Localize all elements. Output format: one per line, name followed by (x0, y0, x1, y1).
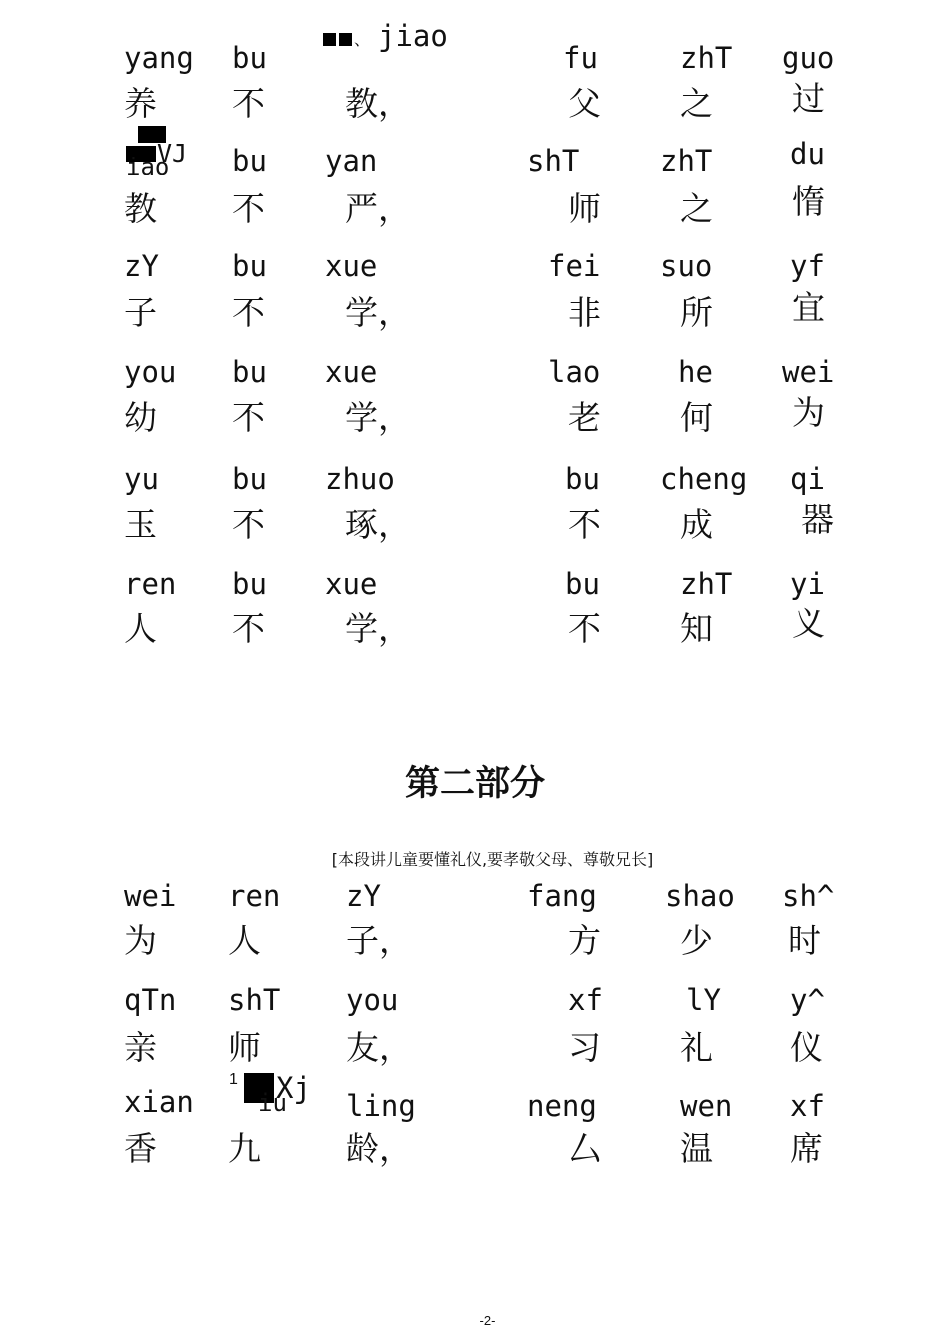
pinyin: sh^ (782, 879, 835, 913)
hanzi: 父 (568, 84, 601, 123)
hanzi: 学， (345, 609, 411, 648)
pinyin: iao (126, 157, 170, 175)
pinyin: bu (232, 567, 267, 601)
hanzi: 仪 (790, 1028, 823, 1067)
hanzi: 非 (568, 293, 601, 332)
hanzi: 龄， (346, 1129, 412, 1168)
hanzi: 为 (124, 921, 157, 960)
hanzi: 不 (232, 398, 265, 437)
pinyin: bu (232, 41, 267, 75)
hanzi: 方 (568, 921, 601, 960)
pinyin: you (124, 355, 177, 389)
pinyin: zhT (680, 41, 733, 75)
hanzi: 友， (346, 1028, 412, 1067)
pinyin: xf (790, 1089, 825, 1123)
pinyin: yf (790, 249, 825, 283)
hanzi: 学， (345, 293, 411, 332)
pinyin: xf (568, 983, 603, 1017)
hanzi: 不 (568, 505, 601, 544)
hanzi: 严， (345, 189, 411, 228)
pinyin: guo (782, 41, 835, 75)
hanzi: 不 (232, 505, 265, 544)
pinyin: he (678, 355, 713, 389)
pinyin: xue (325, 249, 378, 283)
pinyin: neng (527, 1089, 597, 1123)
hanzi: 子， (346, 921, 412, 960)
pinyin: wei (782, 355, 835, 389)
pinyin: ren (228, 879, 281, 913)
pinyin: zhT (680, 567, 733, 601)
pinyin: VJ (157, 139, 188, 168)
hanzi: 学， (345, 398, 411, 437)
hanzi: 人 (228, 921, 261, 960)
pinyin: bu (232, 355, 267, 389)
hanzi: 养 (124, 84, 157, 123)
hanzi: 之 (680, 189, 713, 228)
pinyin: yang (124, 41, 194, 75)
hanzi: 幼 (124, 398, 157, 437)
hanzi: 器 (801, 500, 834, 539)
pinyin: zY (124, 249, 159, 283)
hanzi: 之 (680, 84, 713, 123)
hanzi: 何 (680, 398, 713, 437)
hanzi: 玉 (124, 505, 157, 544)
hanzi: 教 (124, 189, 157, 228)
section-title: 第二部分 (404, 764, 545, 804)
hanzi: 厶 (568, 1129, 601, 1168)
pinyin: bu (232, 462, 267, 496)
pinyin: bu (232, 249, 267, 283)
pinyin: fang (527, 879, 597, 913)
pinyin: you (346, 983, 399, 1017)
hanzi: 不 (232, 609, 265, 648)
pinyin: lY (686, 983, 721, 1017)
pinyin: ren (124, 567, 177, 601)
pinyin: wen (680, 1089, 733, 1123)
pinyin: zhT (660, 144, 713, 178)
hanzi: 过 (792, 79, 825, 118)
pinyin: y^ (790, 983, 825, 1017)
hanzi: 九 (228, 1129, 261, 1168)
hanzi: 为 (792, 393, 825, 432)
hanzi: 习 (568, 1028, 601, 1067)
redaction-block (323, 33, 336, 46)
hanzi: 席 (790, 1129, 823, 1168)
pinyin: xue (325, 567, 378, 601)
pinyin: shT (527, 144, 580, 178)
pinyin: bu (565, 462, 600, 496)
hanzi: 子 (124, 293, 157, 332)
pinyin: cheng (660, 462, 748, 496)
hanzi: 不 (232, 189, 265, 228)
pinyin: qTn (124, 983, 177, 1017)
pinyin: qi (790, 462, 825, 496)
hanzi: 礼 (680, 1028, 713, 1067)
hanzi: 师 (228, 1028, 261, 1067)
pinyin: yan (325, 144, 378, 178)
pinyin: iu (258, 1092, 287, 1112)
hanzi: 亲 (124, 1028, 157, 1067)
pinyin: yu (124, 462, 159, 496)
pinyin: fu (563, 41, 598, 75)
superscript-mark: 1 (229, 1071, 238, 1088)
section-note: [本段讲儿童要懂礼仪,要孝敬父母、尊敬兄长] (331, 850, 654, 869)
hanzi: 不 (232, 84, 265, 123)
pinyin: shao (665, 879, 735, 913)
pinyin: wei (124, 879, 177, 913)
pinyin: Xj (276, 1071, 311, 1105)
pinyin: du (790, 137, 825, 171)
pinyin: yi (790, 567, 825, 601)
pinyin: bu (565, 567, 600, 601)
hanzi: 时 (788, 921, 821, 960)
hanzi: 宜 (792, 288, 825, 327)
pinyin: xian (124, 1085, 194, 1119)
pinyin: jiao (378, 19, 448, 53)
pinyin: ling (346, 1089, 416, 1123)
hanzi: 人 (124, 609, 157, 648)
hanzi: 不 (232, 293, 265, 332)
punctuation-mark: 、 (354, 32, 371, 49)
pinyin: zY (346, 879, 381, 913)
pinyin: lao (548, 355, 601, 389)
hanzi: 师 (568, 189, 601, 228)
hanzi: 成 (680, 505, 713, 544)
pinyin: bu (232, 144, 267, 178)
hanzi: 义 (792, 604, 825, 643)
page-number: -2- (479, 1313, 496, 1328)
pinyin: shT (228, 983, 281, 1017)
hanzi: 所 (680, 293, 713, 332)
pinyin: xue (325, 355, 378, 389)
pinyin: fei (548, 249, 601, 283)
hanzi: 知 (680, 609, 713, 648)
pinyin: zhuo (325, 462, 395, 496)
hanzi: 温 (680, 1129, 713, 1168)
hanzi: 琢， (345, 505, 411, 544)
pinyin: suo (660, 249, 713, 283)
hanzi: 香 (124, 1129, 157, 1168)
hanzi: 少 (680, 921, 713, 960)
hanzi: 教， (345, 84, 411, 123)
hanzi: 惰 (792, 182, 825, 221)
hanzi: 不 (568, 609, 601, 648)
redaction-block (339, 33, 352, 46)
hanzi: 老 (568, 398, 601, 437)
